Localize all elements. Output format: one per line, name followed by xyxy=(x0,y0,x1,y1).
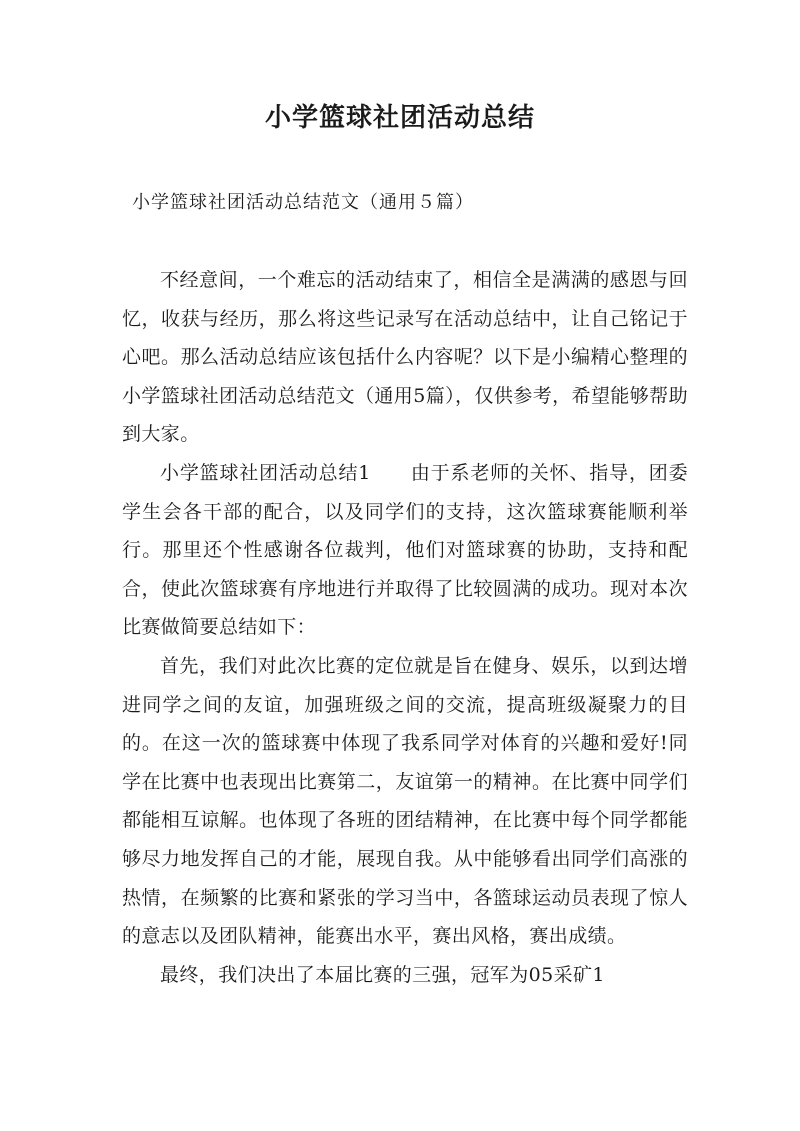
document-body xyxy=(122,261,688,994)
document-title: 小学篮球社团活动总结 xyxy=(264,103,535,133)
document-subtitle: 小学篮球社团活动总结范文（通用５篇） xyxy=(132,192,474,213)
paragraph-first: 首先，我们对此次比赛的定位就是旨在健身、娱乐，以到达增进同学之间的友谊，加强班级之间的交流，提高班级凝聚力的目的。在这一次的篮球赛中体现了我系同学对体育的兴趣和爱好!同学在比赛中也表现出比赛第二，友谊第一的精神。在比赛中同学们都能相互谅解。也体现了各班的团结精神，在比赛中每个同学都能够尽力地发挥自己的才能，展现自我。从中能够看出同学们高涨的热情，在频繁的比赛和紧张的学习当中，各篮球运动员表现了惊人的意志以及团队精神，能赛出水平，赛出风格，赛出成绩。 xyxy=(122,654,688,948)
paragraph-final: 最终，我们决出了本届比赛的三强，冠军为05采矿1 xyxy=(160,963,605,986)
paragraph-intro: 不经意间，一个难忘的活动结束了，相信全是满满的感恩与回忆，收获与经历，那么将这些记录写在活动总结中，让自己铭记于心吧。那么活动总结应该包括什么内容呢？以下是小编精心整理的 小学篮球社团活动总结范文（通用5篇），仅供参考，希望能够帮助到大家。 xyxy=(122,269,688,446)
paragraph-summary-1: 小学篮球社团活动总结1 由于系老师的关怀、指导，团委学生会各干部的配合，以及同学们的支持，这次篮球赛能顺利举行。那里还个性感谢各位裁判，他们对篮球赛的协助，支持和配合，使此次篮球赛有序地进行并取得了比较圆满的成功。现对本次比赛做简要总结如下： xyxy=(122,461,688,639)
